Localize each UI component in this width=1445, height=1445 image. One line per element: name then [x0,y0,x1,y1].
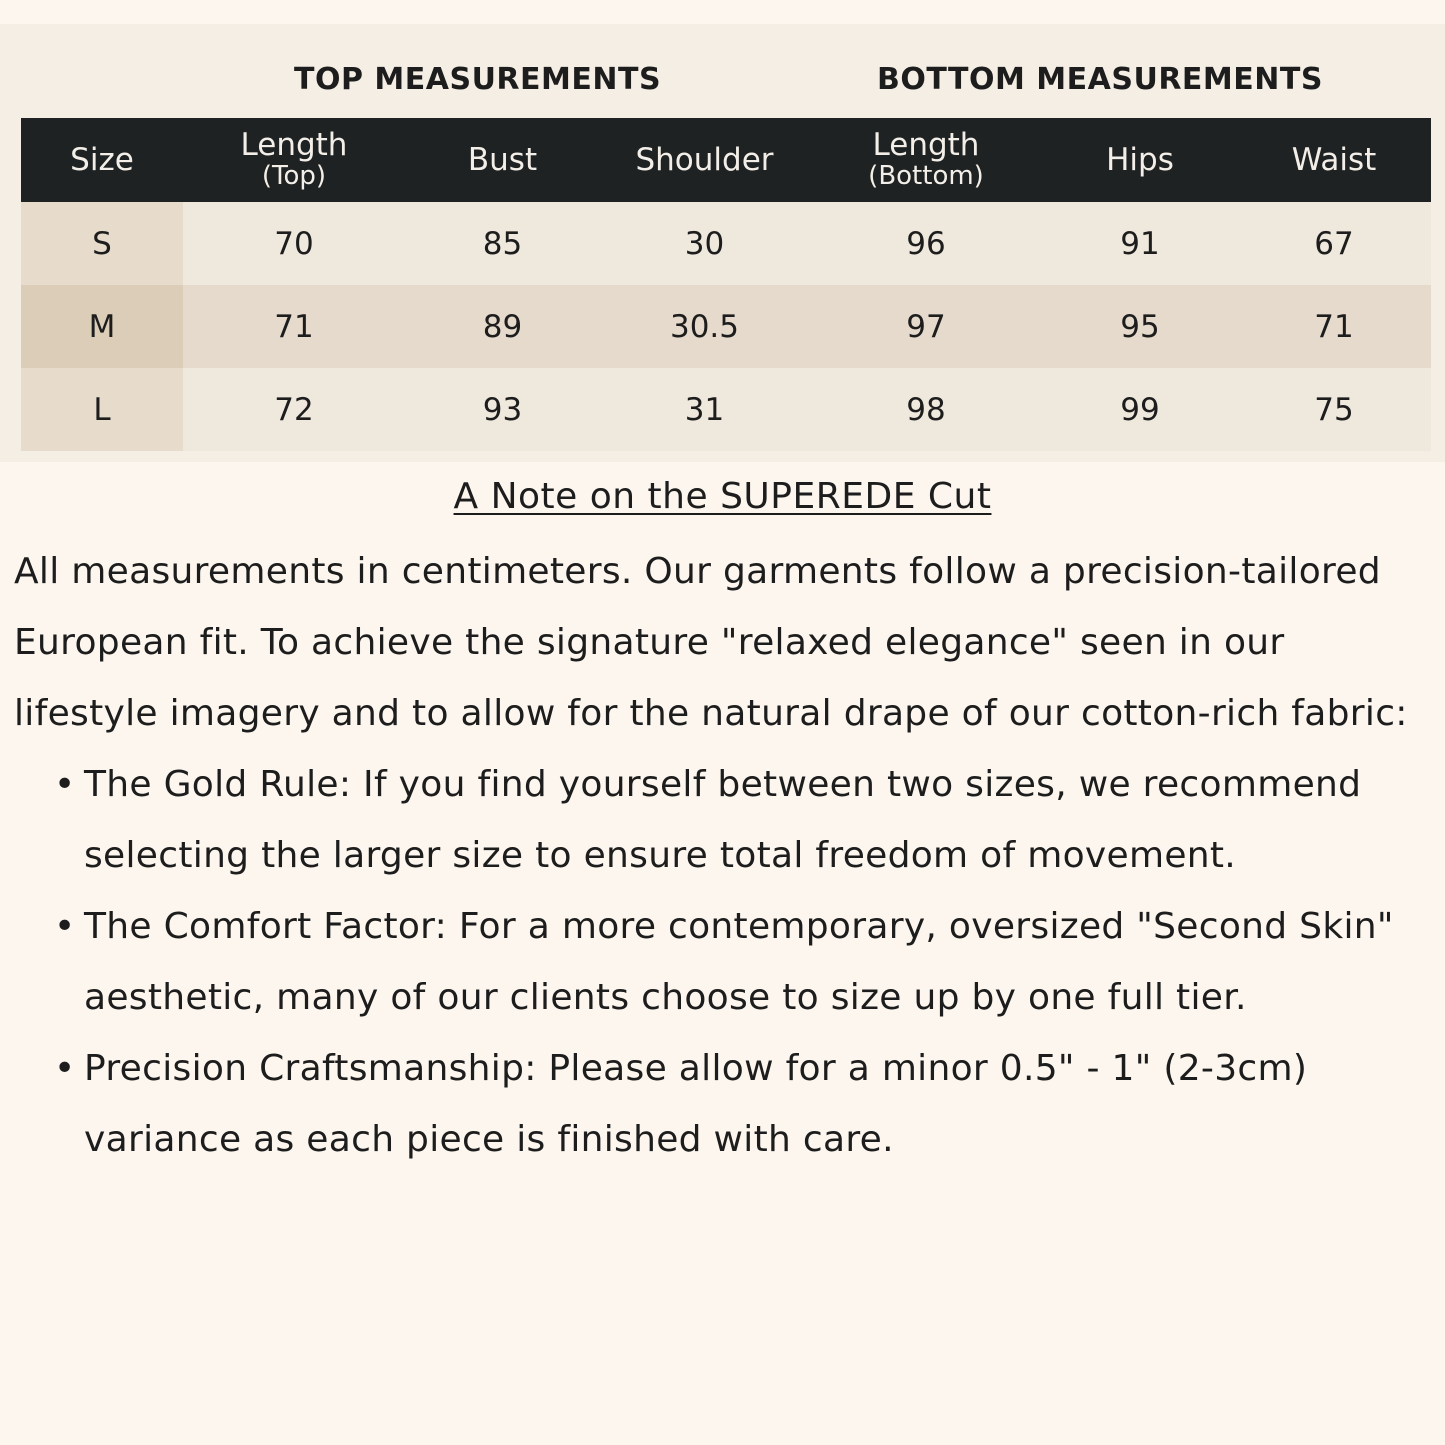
hips-cell: 95 [1043,285,1237,368]
header-waist [1237,118,1431,202]
header-size [21,118,183,202]
size-cell: M [21,285,183,368]
list-item [54,1033,1424,1175]
size-cell: S [21,202,183,285]
waist-cell: 71 [1237,285,1431,368]
header-length-top [183,118,405,202]
note-title: A Note on the SUPEREDE Cut [453,476,992,517]
shoulder-cell: 31 [600,368,809,451]
header-sublabel: (Top) [261,160,327,191]
bullet-icon: • [54,1048,76,1089]
bullet-text: The Gold Rule: If you find yourself between two sizes, we recommend selecting the larger size to ensure total freedom of movement. [84,764,1362,876]
list-item [54,891,1424,1033]
table-row [21,368,1431,451]
top-measurements-heading: TOP MEASUREMENTS [294,62,662,97]
bust-cell: 93 [405,368,600,451]
length-bottom-cell: 96 [809,202,1043,285]
header-label: Length [240,127,348,164]
header-hips [1043,118,1237,202]
length-top-cell: 71 [183,285,405,368]
note-bullet-list [14,749,1424,1175]
bottom-measurements-heading: BOTTOM MEASUREMENTS [877,62,1323,97]
header-label: Length [872,127,980,164]
shoulder-cell: 30 [600,202,809,285]
header-label: Hips [1106,141,1174,178]
note-body [14,536,1424,1175]
bullet-icon: • [54,764,76,805]
bullet-text: Precision Craftsmanship: Please allow for a minor 0.5" - 1" (2-3cm) variance as each piece is finished with care. [84,1048,1308,1160]
length-bottom-cell: 97 [809,285,1043,368]
size-table [21,118,1431,451]
header-label: Waist [1291,141,1377,178]
table-header-row [21,118,1431,202]
header-label: Shoulder [635,141,774,178]
header-sublabel: (Bottom) [868,160,984,191]
header-shoulder [600,118,809,202]
table-row [21,202,1431,285]
header-label: Size [70,141,134,178]
list-item [54,749,1424,891]
length-top-cell: 70 [183,202,405,285]
shoulder-cell: 30.5 [600,285,809,368]
waist-cell: 75 [1237,368,1431,451]
length-bottom-cell: 98 [809,368,1043,451]
note-intro: All measurements in centimeters. Our garments follow a precision-tailored European fit. To achieve the signature "relaxed elegance" seen in our lifestyle imagery and to allow for the natural drape of our cotton-rich fabric: [14,551,1408,734]
hips-cell: 99 [1043,368,1237,451]
header-label: Bust [467,141,538,178]
bullet-text: The Comfort Factor: For a more contemporary, oversized "Second Skin" aesthetic, many of our clients choose to size up by one full tier. [84,906,1394,1018]
size-cell: L [21,368,183,451]
hips-cell: 91 [1043,202,1237,285]
table-row [21,285,1431,368]
header-length-bottom [809,118,1043,202]
header-bust [405,118,600,202]
bust-cell: 89 [405,285,600,368]
length-top-cell: 72 [183,368,405,451]
waist-cell: 67 [1237,202,1431,285]
bust-cell: 85 [405,202,600,285]
bullet-icon: • [54,906,76,947]
